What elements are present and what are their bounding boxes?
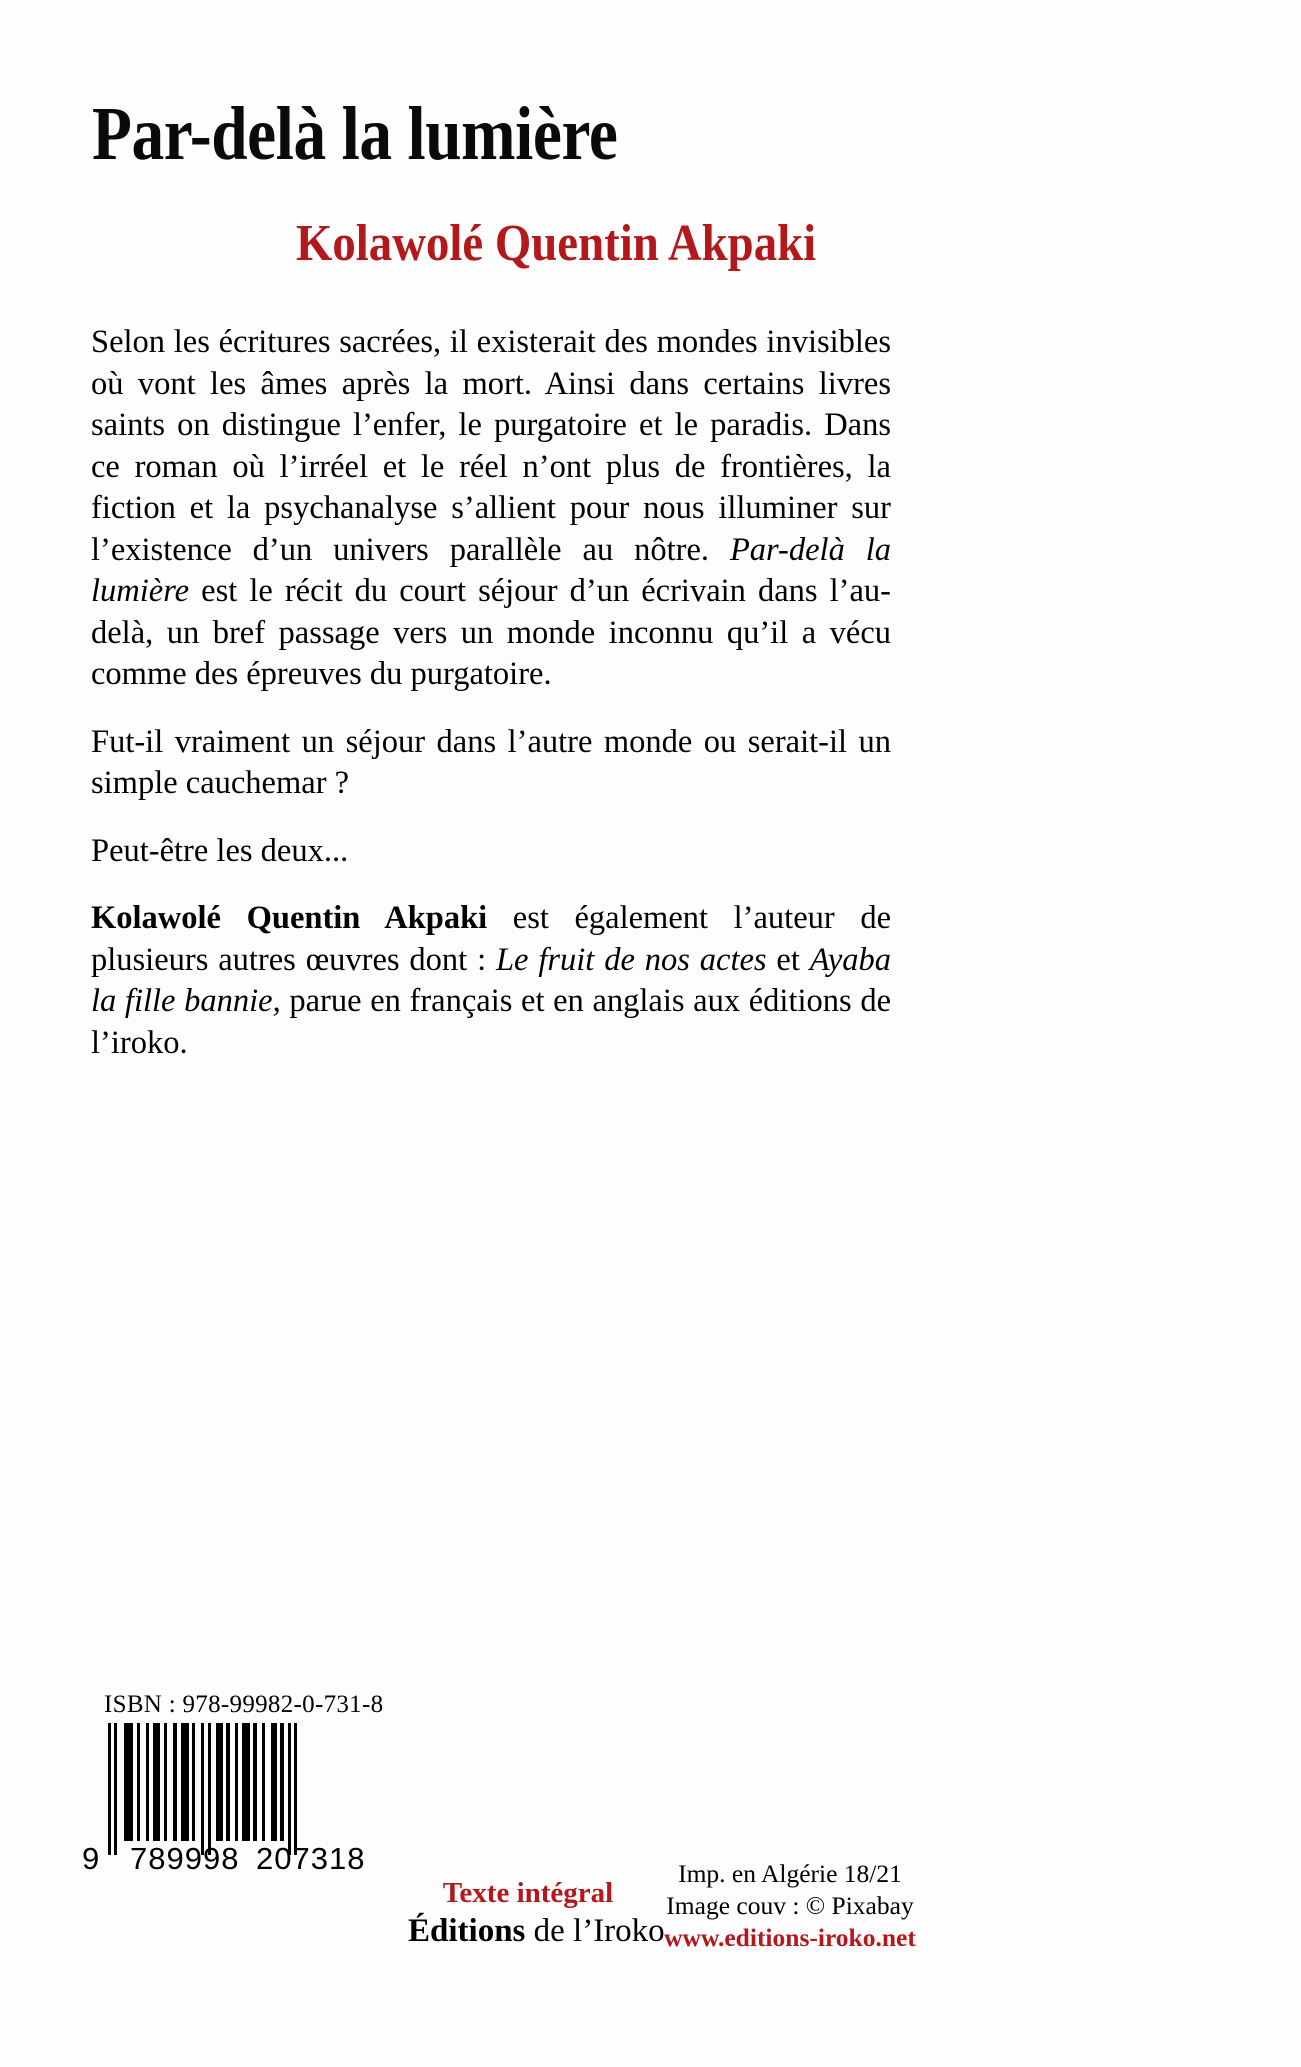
blurb-paragraph-2: Fut-il vraiment un séjour dans l’autre monde ou serait-il un simple cauchemar ?	[91, 723, 891, 801]
imprint-line: Imp. en Algérie 18/21	[678, 1859, 902, 1888]
blurb-p4-work-title-2: Ayaba la fille bannie,	[91, 941, 891, 1019]
blurb-p4-part-c: parue en français et en anglais aux éditions de l’iroko.	[91, 983, 891, 1061]
blurb-p1-part-b: est le récit du court séjour d’un écrivain dans l’au-delà, un bref passage vers un monde inconnu qu’il a vécu comme des épreuves du purgatoire.	[91, 573, 891, 692]
publisher-details-block	[645, 1858, 935, 1954]
cover-footer	[0, 1690, 1301, 2030]
blurb-text	[91, 322, 891, 1064]
blurb-p1-part-a: Selon les écritures sacrées, il existerait des mondes invisibles où vont les âmes après la mort. Ainsi dans certains livres saints on distingue l’enfer, le purgatoire et le paradis. Dans ce roman où l’irréel et le réel n’ont plus de frontières, la fiction et la psychanalyse s’allient pour nous illuminer sur l’existence d’un univers parallèle au nôtre.	[91, 324, 891, 568]
publisher-name-editions: Éditions	[408, 1913, 526, 1949]
barcode-digits-group-left: 789998	[130, 1841, 240, 1876]
blurb-p1-title-italic: Par-delà la lumière	[91, 531, 892, 609]
barcode	[80, 1723, 410, 1876]
publisher-name-iroko: de l’Iroko	[525, 1913, 665, 1949]
publisher-name	[408, 1911, 665, 1951]
cover-image-credit: Image couv : © Pixabay	[666, 1891, 914, 1920]
barcode-digit-leading: 9	[82, 1841, 101, 1876]
blurb-p4-work-title-1: Le fruit de nos actes	[495, 941, 767, 978]
blurb-p4-part-a: est également l’auteur de plusieurs autres œuvres dont :	[91, 900, 891, 978]
publisher-website[interactable]: www.editions-iroko.net	[664, 1923, 916, 1952]
publisher-logo-block	[408, 1875, 665, 1951]
texte-integral-label: Texte intégral	[442, 1877, 614, 1909]
blurb-paragraph-3: Peut-être les deux...	[91, 832, 349, 869]
blurb-p4-author-bold: Kolawolé Quentin Akpaki	[91, 900, 488, 936]
book-title: Par-delà la lumière	[92, 92, 618, 176]
blurb-p4-part-b: et	[766, 941, 810, 978]
isbn-label: ISBN : 978-99982-0-731-8	[104, 1691, 384, 1718]
isbn-block	[104, 1690, 414, 1720]
blurb-paragraph-1	[91, 322, 891, 696]
book-author-name: Kolawolé Quentin Akpaki	[296, 215, 817, 272]
barcode-digits-group-right: 207318	[256, 1841, 366, 1876]
barcode-digits	[80, 1841, 410, 1875]
barcode-bars	[108, 1723, 297, 1841]
blurb-paragraph-4	[91, 898, 891, 1064]
